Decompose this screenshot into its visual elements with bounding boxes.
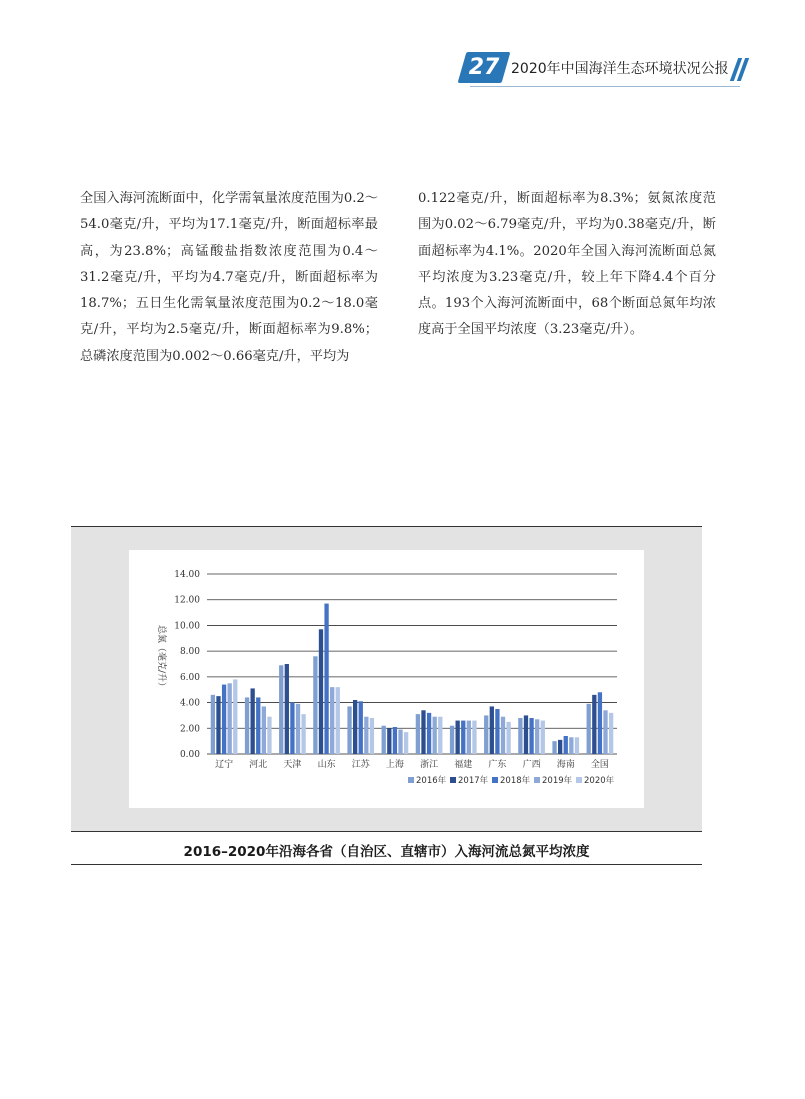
bar-2020年-浙江 bbox=[438, 717, 442, 754]
category-label: 海南 bbox=[556, 760, 575, 770]
bar-2020年-江苏 bbox=[370, 718, 374, 754]
report-title: 2020年中国海洋生态环境状况公报 bbox=[511, 61, 729, 77]
bar-2019年-河北 bbox=[262, 706, 266, 754]
bar-2019年-广东 bbox=[501, 717, 505, 754]
y-tick-label: 2.00 bbox=[179, 724, 200, 735]
bar-2017年-广东 bbox=[490, 706, 494, 754]
bar-2018年-天津 bbox=[290, 703, 294, 754]
bar-2017年-辽宁 bbox=[216, 696, 220, 754]
bar-2016年-全国 bbox=[587, 704, 591, 754]
bar-2020年-福建 bbox=[472, 721, 476, 754]
legend-label: 2020年 bbox=[584, 776, 615, 786]
page-header bbox=[0, 0, 805, 100]
bar-2018年-广东 bbox=[495, 709, 499, 754]
category-label: 辽宁 bbox=[215, 760, 234, 770]
y-axis-tick-labels bbox=[174, 570, 200, 760]
caption-rule-bottom bbox=[71, 864, 702, 865]
bar-2016年-海南 bbox=[552, 741, 556, 754]
y-tick-label: 0.00 bbox=[179, 750, 200, 760]
legend-swatch bbox=[576, 777, 582, 783]
bar-2018年-辽宁 bbox=[222, 685, 226, 754]
bar-2020年-上海 bbox=[404, 732, 408, 754]
y-tick-label: 4.00 bbox=[179, 698, 200, 709]
bar-2018年-河北 bbox=[256, 697, 260, 754]
bar-2016年-河北 bbox=[245, 697, 249, 754]
bar-2019年-山东 bbox=[330, 687, 334, 754]
x-axis-category-labels bbox=[215, 758, 609, 770]
bar-2019年-全国 bbox=[603, 710, 607, 754]
chart-bars bbox=[211, 604, 614, 754]
bar-2019年-天津 bbox=[296, 704, 300, 754]
bar-2016年-福建 bbox=[450, 726, 454, 754]
page-number: 27 bbox=[468, 55, 500, 80]
legend-label: 2019年 bbox=[542, 776, 573, 786]
legend-swatch bbox=[408, 777, 414, 783]
legend-swatch bbox=[450, 777, 456, 783]
legend-swatch bbox=[492, 777, 498, 783]
bar-2017年-广西 bbox=[524, 715, 528, 754]
header-rule bbox=[470, 86, 740, 87]
bar-2019年-江苏 bbox=[364, 717, 368, 754]
bar-2017年-海南 bbox=[558, 740, 562, 754]
y-tick-label: 12.00 bbox=[174, 595, 200, 606]
bar-2017年-江苏 bbox=[353, 700, 357, 754]
legend-label: 2016年 bbox=[416, 776, 447, 786]
chart-legend bbox=[408, 775, 615, 786]
legend-swatch bbox=[534, 777, 540, 783]
category-label: 江苏 bbox=[351, 760, 370, 770]
bar-2019年-上海 bbox=[398, 730, 402, 754]
y-axis-label: 总氮（毫克/升） bbox=[156, 624, 166, 692]
y-tick-label: 8.00 bbox=[179, 647, 200, 658]
category-label: 天津 bbox=[283, 760, 302, 770]
bar-2016年-广东 bbox=[484, 715, 488, 754]
legend-label: 2017年 bbox=[458, 776, 489, 786]
bar-2018年-上海 bbox=[393, 727, 397, 754]
bar-2016年-江苏 bbox=[347, 706, 351, 754]
bar-2018年-浙江 bbox=[427, 713, 431, 754]
bar-2017年-天津 bbox=[285, 664, 289, 754]
bar-2018年-福建 bbox=[461, 721, 465, 754]
category-label: 上海 bbox=[385, 760, 404, 770]
bar-2017年-福建 bbox=[456, 721, 460, 754]
bar-2016年-浙江 bbox=[416, 714, 420, 754]
bar-2020年-天津 bbox=[301, 714, 305, 754]
bar-2016年-山东 bbox=[313, 656, 317, 754]
bar-2017年-山东 bbox=[319, 629, 323, 754]
bar-2017年-上海 bbox=[387, 728, 391, 754]
category-label: 广东 bbox=[488, 760, 507, 770]
bar-2020年-山东 bbox=[336, 687, 340, 754]
bar-2018年-广西 bbox=[529, 718, 533, 754]
category-label: 浙江 bbox=[420, 760, 439, 770]
category-label: 山东 bbox=[317, 760, 336, 770]
bar-2018年-海南 bbox=[564, 736, 568, 754]
total-nitrogen-bar-chart bbox=[129, 550, 644, 808]
body-text-right-column: 0.122毫克/升，断面超标率为8.3%；氨氮浓度范围为0.02～6.79毫克/升，平均为0.38毫克/升，断面超标率为4.1%。2020年全国入海河流断面总氮平均浓度为3.23毫克/升，较上年下降4.4个百分点。193个入海河流断面中，68个断面总氮年均浓度高于全国平均浓度（3.23毫克/升）。 bbox=[418, 191, 716, 338]
bar-2020年-辽宁 bbox=[233, 679, 237, 754]
body-text-left-column: 全国入海河流断面中，化学需氧量浓度范围为0.2～54.0毫克/升，平均为17.1毫克/升，断面超标率最高，为23.8%；高锰酸盐指数浓度范围为0.4～31.2毫克/升，平均为4.7毫克/升，断面超标率为18.7%；五日生化需氧量浓度范围为0.2～18.0毫克/升，平均为2.5毫克/升，断面超标率为9.8%；总磷浓度范围为0.002～0.66毫克/升，平均为 bbox=[80, 191, 378, 364]
category-label: 广西 bbox=[522, 760, 541, 770]
bar-2016年-广西 bbox=[518, 718, 522, 754]
bar-2019年-辽宁 bbox=[228, 683, 232, 754]
caption-rule-top bbox=[71, 831, 702, 832]
category-label: 河北 bbox=[249, 760, 268, 770]
bar-2016年-辽宁 bbox=[211, 695, 215, 754]
y-tick-label: 10.00 bbox=[174, 621, 200, 632]
bar-2020年-广东 bbox=[506, 722, 510, 754]
bar-2019年-海南 bbox=[569, 737, 573, 754]
bar-2018年-江苏 bbox=[359, 701, 363, 754]
bar-2016年-天津 bbox=[279, 665, 283, 754]
bar-2016年-上海 bbox=[382, 726, 386, 754]
legend-label: 2018年 bbox=[500, 776, 531, 786]
bar-2019年-广西 bbox=[535, 719, 539, 754]
bar-2020年-河北 bbox=[267, 717, 271, 754]
y-tick-label: 14.00 bbox=[174, 570, 200, 580]
bar-2018年-山东 bbox=[324, 604, 328, 754]
category-label: 福建 bbox=[454, 760, 473, 770]
bar-2019年-浙江 bbox=[433, 717, 437, 754]
figure-caption: 2016–2020年沿海各省（自治区、直辖市）入海河流总氮平均浓度 bbox=[183, 844, 590, 860]
bar-2019年-福建 bbox=[467, 721, 471, 754]
bar-2017年-河北 bbox=[251, 688, 255, 754]
bar-2020年-广西 bbox=[541, 721, 545, 754]
bar-2017年-浙江 bbox=[421, 710, 425, 754]
y-tick-label: 6.00 bbox=[179, 672, 200, 683]
bar-2020年-全国 bbox=[609, 713, 613, 754]
bar-2018年-全国 bbox=[598, 692, 602, 754]
bar-2017年-全国 bbox=[592, 695, 596, 754]
category-label: 全国 bbox=[590, 760, 609, 770]
bar-2020年-海南 bbox=[575, 737, 579, 754]
